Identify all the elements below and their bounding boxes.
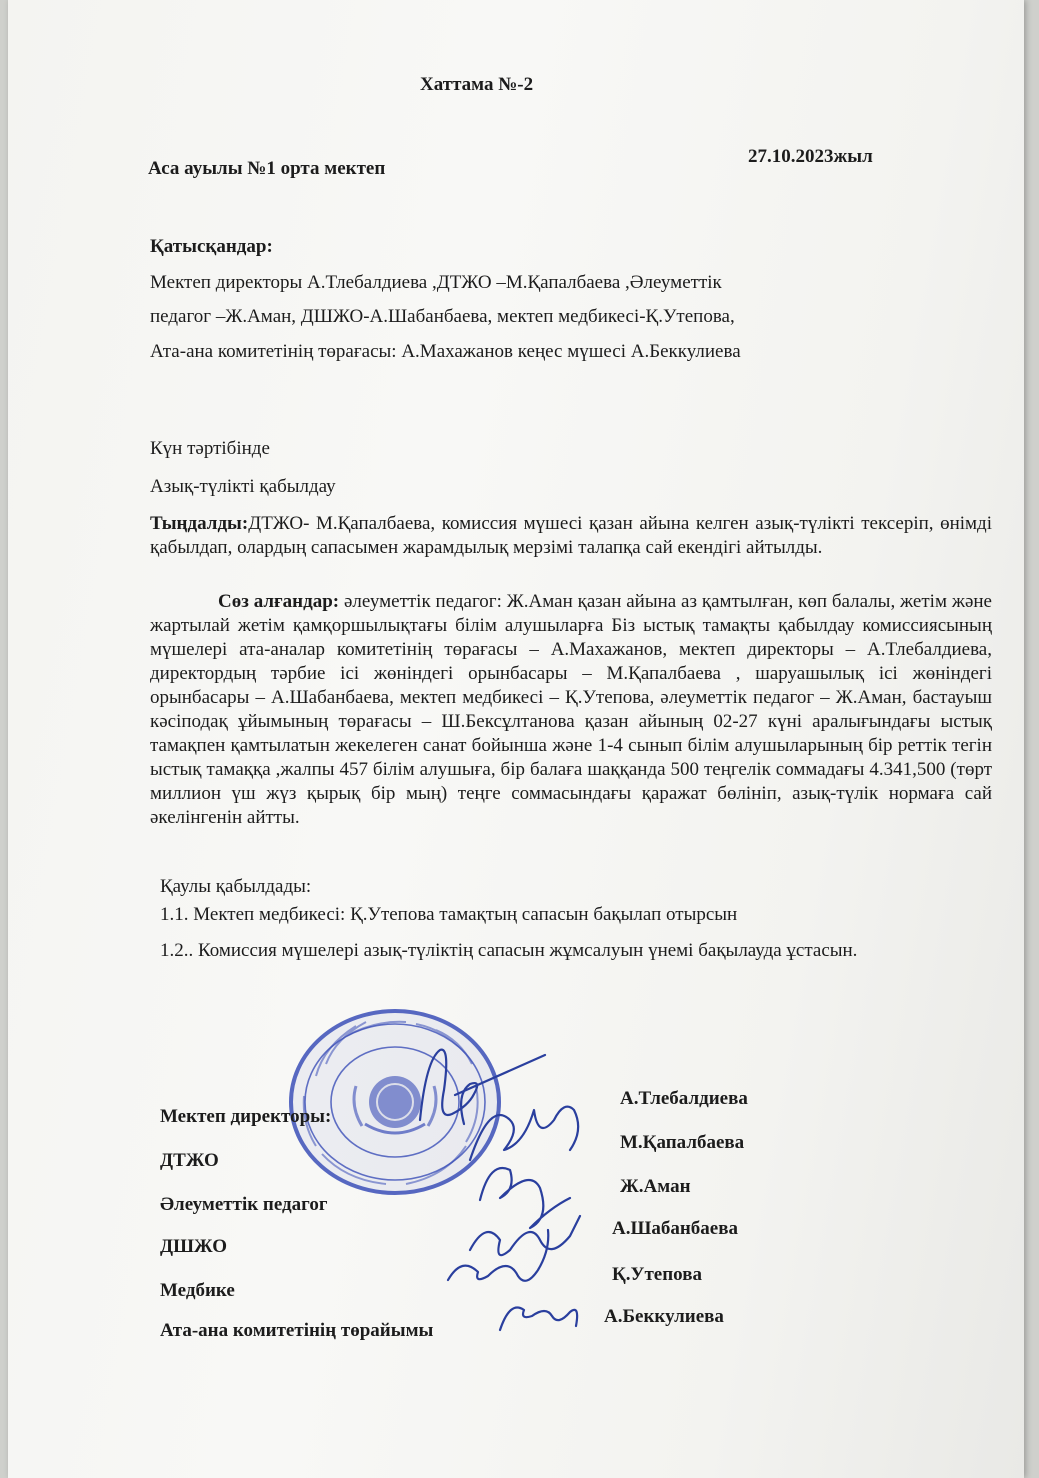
spoke-label: Сөз алғандар: [218, 591, 340, 612]
signature-title: ДШЖО [160, 1236, 228, 1257]
resolution-heading: Қаулы қабылдады: [160, 876, 312, 897]
agenda-heading: Күн тәртібінде [150, 438, 270, 459]
resolution-item: 1.1. Мектеп медбикесі: Қ.Утепова тамақтың сапасын бақылап отырсын [160, 904, 738, 925]
signature-title: Мектеп директоры: [160, 1106, 332, 1127]
agenda-item: Азық-түлікті қабылдау [150, 476, 336, 497]
document-title: Хаттама №-2 [420, 74, 534, 95]
spoke-paragraph [150, 590, 992, 830]
signature-title: Медбике [160, 1280, 235, 1301]
participants-heading: Қатысқандар: [150, 236, 273, 257]
official-stamp [286, 1006, 504, 1198]
heard-label: Тыңдалды: [150, 513, 249, 534]
participants-line: Мектеп директоры А.Тлебалдиева ,ДТЖО –М.Қапалбаева ,Әлеуметтік [150, 272, 722, 293]
signature-title: ДТЖО [160, 1150, 219, 1171]
spoke-text: әлеуметтік педагог: Ж.Аман қазан айына аз қамтылған, көп балалы, жетім және жартылай жетім қамқоршылықтағы білім алушыларға Біз ыстық тамақты қабылдау комиссиясының мүшелері ата-аналар комитетінің төрағасы – А.Махажанов, мектеп директоры – А.Тлебалдиева, директордың тәрбие ісі жөніндегі орынбасары – М.Қапалбаева , шаруашылық ісі жөніндегі орынбасары – А.Шабанбаева, мектеп медбикесі – Қ.Утепова, әлеуметтік педагог – Ж.Аман, бастауыш кәсіподақ ұйымының төрағасы – Ш.Бексұлтанова қазан айының 02-27 күні аралығындағы ыстық тамақпен қамтылатын жекелеген санат бойынша және 1-4 сынып білім алушыларының бір реттік тегін ыстық тамаққа ,жалпы 457 білім алушыға, бір балаға шаққанда 500 теңгелік соммадағы 4.341,500 (төрт миллион үш жүз қырық бір мың) теңге соммасындағы қаражат бөлініп, азық-түлік нормаға сай әкелінгенін айтты. [150, 591, 992, 828]
heard-paragraph [150, 512, 992, 560]
signature-name: М.Қапалбаева [620, 1132, 745, 1153]
participants-line: педагог –Ж.Аман, ДШЖО-А.Шабанбаева, мектеп медбикесі-Қ.Утепова, [150, 306, 735, 327]
signature-title: Әлеуметтік педагог [160, 1194, 328, 1215]
signature-name: Қ.Утепова [612, 1264, 702, 1285]
school-name: Аса ауылы №1 орта мектеп [148, 158, 386, 179]
signature-title: Ата-ана комитетінің төрайымы [160, 1320, 434, 1341]
heard-text: ДТЖО- М.Қапалбаева, комиссия мүшесі қазан айына келген азық-түлікті тексеріп, өнімді қабылдап, олардың сапасымен жарамдылық мерзімі талапқа сай екендігі айтылды. [150, 513, 992, 558]
signature-name: А.Шабанбаева [612, 1218, 738, 1239]
signature-name: А.Тлебалдиева [620, 1088, 748, 1109]
signature-name: А.Беккулиева [604, 1306, 724, 1327]
document-date: 27.10.2023жыл [748, 146, 873, 167]
participants-line: Ата-ана комитетінің төрағасы: А.Махажанов кеңес мүшесі А.Беккулиева [150, 341, 741, 362]
resolution-item: 1.2.. Комиссия мүшелері азық-түліктің сапасын жұмсалуын үнемі бақылауда ұстасын. [160, 940, 858, 961]
signature-name: Ж.Аман [620, 1176, 691, 1197]
